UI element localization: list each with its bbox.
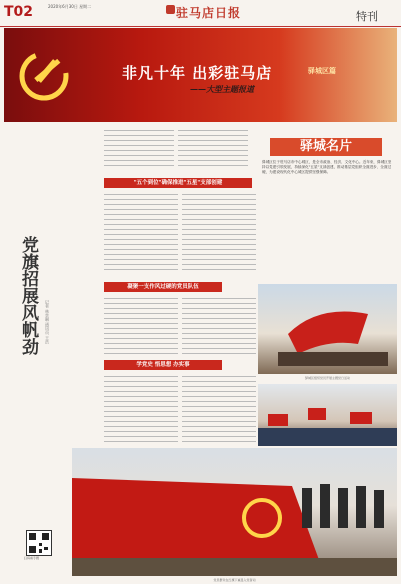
feature-title: 党旗招展风帆劲 — [18, 236, 38, 355]
article-text-block — [182, 374, 256, 444]
headline-tag: 驿城区篇 — [308, 67, 336, 75]
dateline: 2020年6月30日 星期二 — [48, 4, 92, 9]
article-text-block — [104, 374, 178, 444]
headline: 非凡十年 出彩驻马店 — [122, 64, 273, 82]
subhead: ——大型主题报道 — [190, 84, 254, 94]
article-text-block — [104, 296, 178, 354]
section-label: 特刊 — [356, 10, 378, 23]
newspaper-brand: 驻马店日报 — [176, 6, 242, 20]
photo-flag-ceremony — [258, 284, 397, 374]
section-heading-3: 学党史 悟思想 办实事 — [104, 360, 222, 370]
qr-label: 扫码看专题 — [24, 556, 40, 560]
namecard-body: 驿城区位于驻马店市中心城区，是全市政治、经济、文化中心。近年来，驿城区坚持以党建引领发展，持续深化"五星"支部创建，推动基层党组织全面进步、全面过硬，为建设现代化中心城区提供坚强保障。 — [262, 160, 392, 174]
namecard-title: 驿城名片 — [270, 138, 382, 156]
article-text-block — [104, 192, 178, 272]
page-number: T02 — [4, 4, 34, 20]
newspaper-logo-icon — [166, 5, 175, 14]
intro-text-col-1 — [104, 128, 174, 170]
section-heading-2: 凝聚一支作风过硬的党员队伍 — [104, 282, 222, 292]
photo-oath-ceremony — [72, 448, 397, 576]
byline: 记者 林奕琳 通讯员 王浩 — [45, 300, 50, 344]
photo-caption: 党员群众在红旗下重温入党誓词 — [213, 578, 256, 582]
photo-caption: 驿城区组织党员开展主题党日活动 — [304, 376, 350, 380]
photo-youth-flags — [258, 384, 397, 446]
intro-text-col-2 — [178, 128, 248, 170]
article-text-block — [182, 296, 256, 354]
article-text-block — [182, 192, 256, 272]
section-heading-1: "五个到位"确保推进"五星"支部创建 — [104, 178, 252, 188]
qr-code-icon[interactable] — [26, 530, 52, 556]
